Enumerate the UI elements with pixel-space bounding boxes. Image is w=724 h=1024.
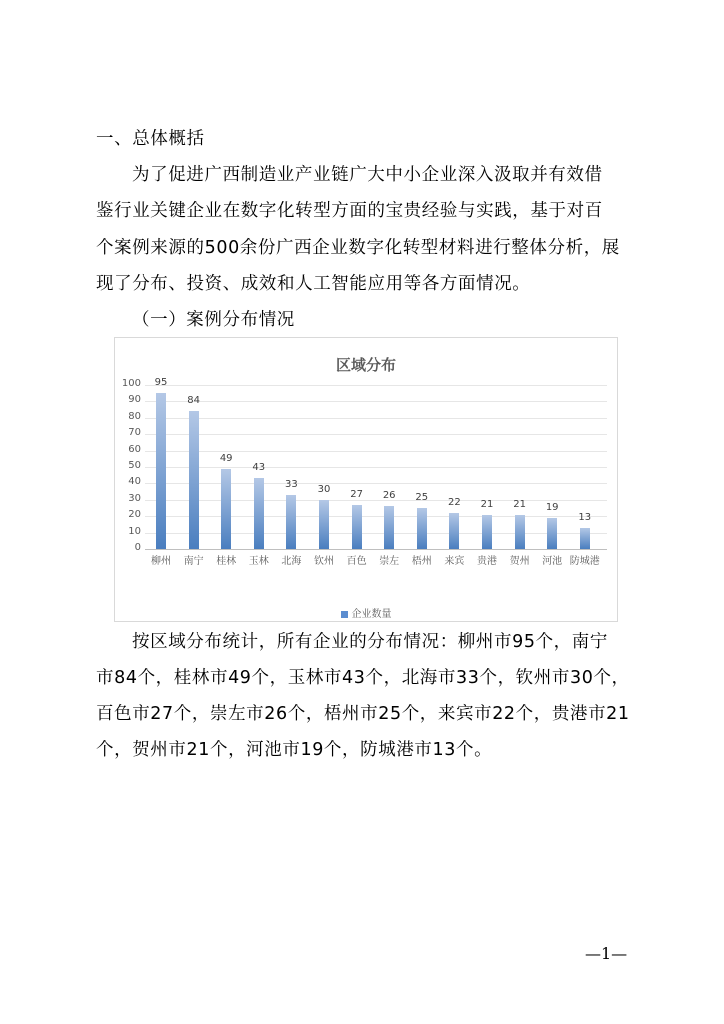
bar bbox=[254, 478, 264, 549]
x-category-label: 钦州 bbox=[314, 556, 334, 567]
data-label: 21 bbox=[480, 498, 494, 510]
y-tick-label: 50 bbox=[128, 460, 141, 471]
paragraph-line: 个，贺州市21个，河池市19个，防城港市13个。 bbox=[96, 740, 493, 760]
paragraph-line: 按区域分布统计，所有企业的分布情况：柳州市95个，南宁 bbox=[132, 632, 608, 652]
bar bbox=[352, 505, 362, 549]
data-label: 84 bbox=[187, 395, 200, 407]
y-tick-label: 30 bbox=[128, 492, 141, 504]
y-tick-label: 20 bbox=[128, 509, 141, 521]
bar bbox=[515, 515, 525, 549]
bar bbox=[286, 495, 296, 549]
subsection-heading: （一）案例分布情况 bbox=[132, 310, 295, 330]
y-tick-label: 10 bbox=[128, 525, 141, 537]
gridline bbox=[145, 401, 607, 402]
bar bbox=[156, 393, 166, 549]
x-category-label: 梧州 bbox=[411, 556, 432, 567]
data-label: 13 bbox=[578, 511, 592, 523]
y-tick-label: 60 bbox=[128, 443, 141, 455]
bar bbox=[482, 515, 492, 549]
data-label: 25 bbox=[415, 492, 429, 503]
y-tick-label: 80 bbox=[128, 410, 141, 422]
data-label: 26 bbox=[382, 490, 396, 502]
x-category-label: 柳州 bbox=[151, 556, 171, 567]
x-category-label: 贺州 bbox=[509, 556, 530, 567]
data-label: 43 bbox=[252, 462, 266, 474]
bar bbox=[319, 500, 329, 549]
data-label: 49 bbox=[219, 452, 233, 464]
gridline bbox=[145, 467, 607, 468]
x-category-label: 百色 bbox=[346, 556, 367, 567]
bar bbox=[384, 506, 394, 549]
section-heading: 一、总体概括 bbox=[96, 129, 205, 149]
x-axis-line bbox=[145, 549, 607, 550]
bar bbox=[547, 518, 557, 549]
gridline bbox=[145, 483, 607, 484]
y-tick-label: 100 bbox=[121, 378, 141, 389]
x-category-label: 崇左 bbox=[379, 556, 400, 567]
bar bbox=[449, 513, 459, 549]
gridline bbox=[145, 418, 607, 419]
x-category-label: 河池 bbox=[542, 556, 563, 567]
data-label: 95 bbox=[154, 377, 168, 389]
y-tick-label: 90 bbox=[128, 394, 141, 406]
data-label: 19 bbox=[545, 501, 559, 513]
x-category-label: 贵港 bbox=[477, 556, 497, 567]
x-category-label: 来宾 bbox=[444, 556, 465, 567]
region-distribution-chart bbox=[114, 337, 618, 622]
gridline bbox=[145, 516, 607, 517]
y-tick-label: 0 bbox=[134, 542, 141, 553]
data-label: 33 bbox=[285, 478, 298, 490]
legend-label: 企业数量 bbox=[351, 609, 392, 620]
paragraph-line: 鉴行业关键企业在数字化转型方面的宝贵经验与实践，基于对百 bbox=[96, 201, 603, 221]
x-category-label: 南宁 bbox=[183, 556, 204, 567]
data-label: 22 bbox=[448, 496, 461, 508]
chart-legend bbox=[115, 605, 617, 620]
chart-title: 区域分布 bbox=[335, 356, 396, 374]
paragraph-line: 个案例来源的500余份广西企业数字化转型材料进行整体分析，展 bbox=[96, 238, 620, 258]
paragraph-line: 市84个，桂林市49个，玉林市43个，北海市33个，钦州市30个， bbox=[96, 668, 630, 688]
x-category-label: 北海 bbox=[281, 556, 302, 567]
gridline bbox=[145, 533, 607, 534]
bar bbox=[221, 469, 231, 549]
paragraph-line: 百色市27个，崇左市26个，梧州市25个，来宾市22个，贵港市21 bbox=[96, 704, 630, 724]
data-label: 21 bbox=[513, 498, 526, 510]
bar bbox=[580, 528, 590, 549]
x-category-label: 防城港 bbox=[569, 556, 600, 567]
bar bbox=[417, 508, 427, 549]
gridline bbox=[145, 385, 607, 386]
data-label: 27 bbox=[350, 488, 363, 500]
paragraph-line: 为了促进广西制造业产业链广大中小企业深入汲取并有效借 bbox=[132, 165, 603, 185]
legend-swatch-icon bbox=[341, 611, 348, 618]
bar bbox=[189, 411, 199, 549]
x-category-label: 桂林 bbox=[216, 556, 237, 567]
paragraph-line: 现了分布、投资、成效和人工智能应用等各方面情况。 bbox=[96, 274, 531, 294]
y-tick-label: 40 bbox=[128, 476, 141, 488]
x-category-label: 玉林 bbox=[248, 556, 269, 567]
y-tick-label: 70 bbox=[128, 427, 141, 439]
data-label: 30 bbox=[317, 483, 331, 495]
gridline bbox=[145, 434, 607, 435]
page-number: —1— bbox=[585, 944, 628, 963]
gridline bbox=[145, 451, 607, 452]
